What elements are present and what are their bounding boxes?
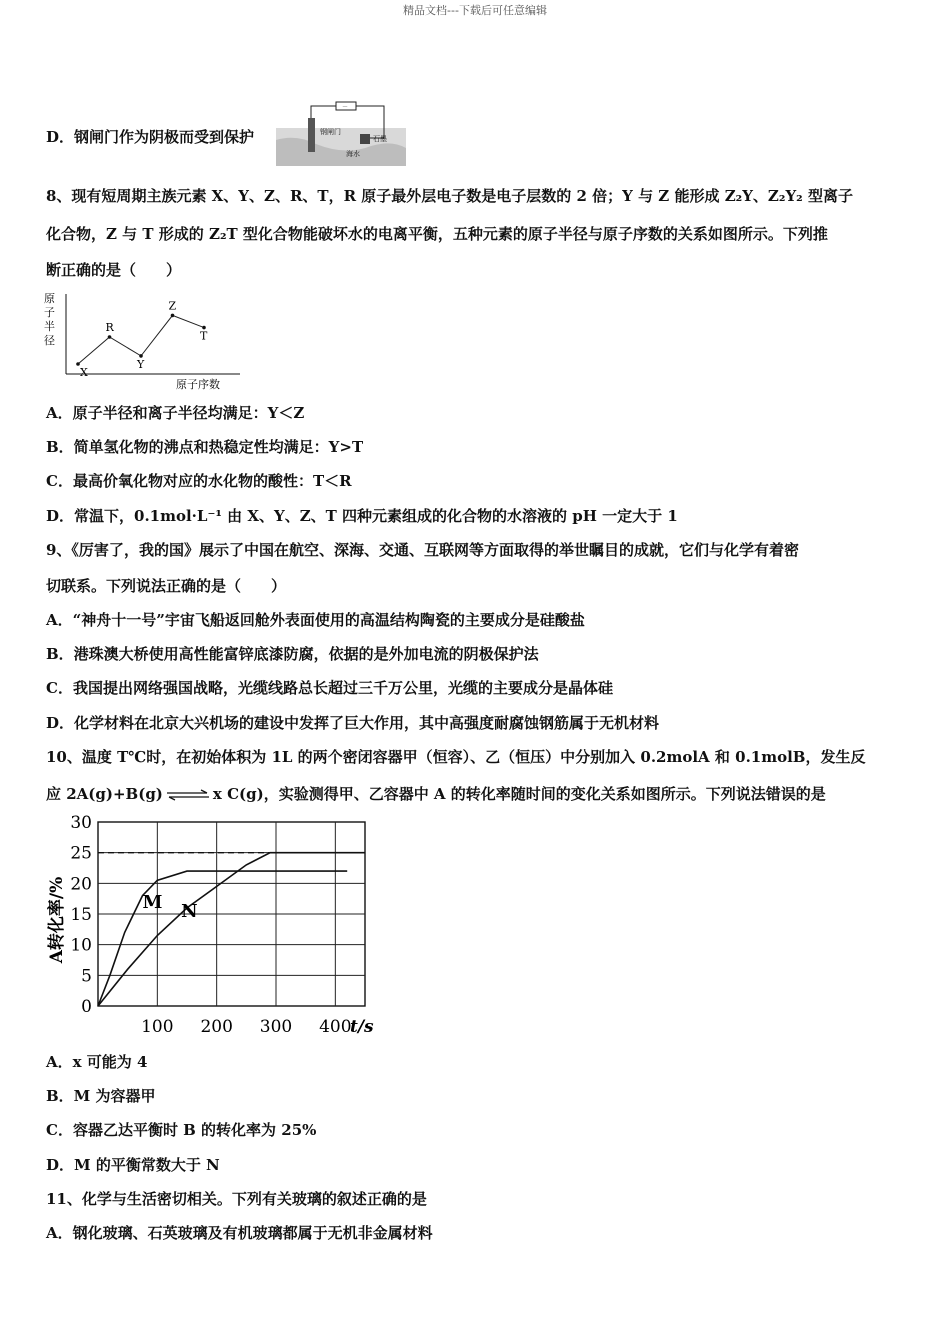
point-Z: [171, 314, 175, 318]
q8-option-c: C．最高价氧化物对应的水化物的酸性：T＜R: [46, 472, 352, 490]
q9-stem-line2: 切联系。下列说法正确的是（ ）: [46, 577, 287, 595]
series-label-M: M: [142, 891, 163, 913]
y-axis-label: A转化率/%: [47, 876, 67, 964]
y-tick-label: 10: [70, 935, 92, 956]
y-tick-label: 15: [70, 905, 92, 925]
point-R: [108, 335, 112, 339]
steel-gate-electrode: [308, 118, 315, 152]
x-tick-label: 200: [200, 1017, 233, 1037]
label-graphite: 石墨: [373, 135, 387, 143]
graphite-electrode: [360, 134, 370, 144]
q9-option-d: D．化学材料在北京大兴机场的建设中发挥了巨大作用，其中高强度耐腐蚀钢筋属于无机材料: [46, 714, 660, 732]
q10-option-d: D．M 的平衡常数大于 N: [46, 1156, 220, 1174]
q10-option-b: B．M 为容器甲: [46, 1087, 156, 1105]
point-label-R: R: [105, 321, 114, 334]
point-label-X: X: [80, 366, 88, 379]
q7-option-d: D．钢闸门作为阴极而受到保护: [46, 128, 255, 146]
q9-option-b: B．港珠澳大桥使用高性能富锌底漆防腐，依据的是外加电流的阴极保护法: [46, 645, 539, 663]
y-tick-label: 5: [81, 966, 92, 987]
y-tick-label: 20: [70, 874, 92, 895]
q10-stem-line2: [46, 784, 826, 804]
x-tick-label: 300: [259, 1017, 293, 1037]
y-axis-label-2: 子: [44, 306, 55, 319]
y-axis-label-4: 径: [44, 334, 55, 347]
q8-option-d: D．常温下，0.1mol·L⁻¹ 由 X、Y、Z、T 四种元素组成的化合物的水溶液的 pH 一定大于 1: [46, 507, 678, 525]
q9-stem-line1: 9、《厉害了，我的国》展示了中国在航空、深海、交通、互联网等方面取得的举世瞩目的成就，它们与化学有着密: [46, 541, 799, 559]
q10-option-c: C．容器乙达平衡时 B 的转化率为 25%: [46, 1121, 317, 1139]
label-seawater: 海水: [346, 150, 360, 158]
label-gate: 钢闸门: [320, 128, 341, 136]
page-header: 精品文档---下载后可任意编辑: [403, 4, 547, 17]
q11-option-a: A．钢化玻璃、石英玻璃及有机玻璃都属于无机非金属材料: [46, 1224, 433, 1242]
x-axis-label: 原子序数: [176, 378, 220, 391]
q10-reaction-left: 应 2A(g)+B(g): [46, 785, 163, 803]
series-line-N: [98, 853, 365, 1006]
series-line-M: [98, 871, 347, 1006]
q10-reaction-right: x C(g)，实验测得甲、乙容器中 A 的转化率随时间的变化关系如图所示。下列说法错误的是: [212, 785, 826, 803]
y-axis-label-1: 原: [44, 292, 55, 305]
point-label-T: T: [200, 329, 208, 343]
series-label-N: N: [181, 901, 198, 923]
q11-stem: 11、化学与生活密切相关。下列有关玻璃的叙述正确的是: [46, 1190, 427, 1208]
steel-gate-figure: [276, 100, 406, 166]
y-tick-label: 25: [70, 843, 92, 864]
q8-stem-line2: 化合物，Z 与 T 形成的 Z₂T 型化合物能破坏水的电离平衡，五种元素的原子半径与原子序数的关系如图所示。下列推: [46, 225, 828, 243]
q10-option-a: A．x 可能为 4: [46, 1053, 148, 1071]
svg-text:－: －: [342, 104, 349, 111]
q8-stem-line1: 8、现有短周期主族元素 X、Y、Z、R、T，R 原子最外层电子数是电子层数的 2 倍；Y 与 Z 能形成 Z₂Y、Z₂Y₂ 型离子: [46, 187, 853, 205]
q8-stem-line3: 断正确的是（ ）: [46, 261, 182, 279]
q8-option-a: A．原子半径和离子半径均满足：Y＜Z: [46, 404, 305, 422]
point-label-Y: Y: [137, 357, 145, 371]
q8-option-b: B．简单氢化物的沸点和热稳定性均满足：Y>T: [46, 438, 364, 456]
y-tick-label: 0: [81, 997, 92, 1017]
q9-option-c: C．我国提出网络强国战略，光缆线路总长超过三千万公里，光缆的主要成分是晶体硅: [46, 679, 613, 697]
y-axis-label-3: 半: [44, 320, 55, 333]
q9-option-a: A．“神舟十一号”宇宙飞船返回舱外表面使用的高温结构陶瓷的主要成分是硅酸盐: [46, 611, 585, 629]
x-axis-label: t/s: [350, 1017, 374, 1037]
equilibrium-arrow-icon: [165, 789, 211, 801]
x-tick-label: 400: [319, 1017, 352, 1037]
x-tick-label: 100: [141, 1017, 174, 1037]
point-label-Z: Z: [168, 299, 177, 313]
q10-stem-line1: 10、温度 T℃时，在初始体积为 1L 的两个密闭容器甲（恒容）、乙（恒压）中分别加入 0.2molA 和 0.1molB，发生反: [46, 748, 866, 766]
atomic-radius-chart: [40, 288, 250, 394]
conversion-chart: [40, 812, 380, 1044]
y-tick-label: 30: [70, 813, 92, 833]
